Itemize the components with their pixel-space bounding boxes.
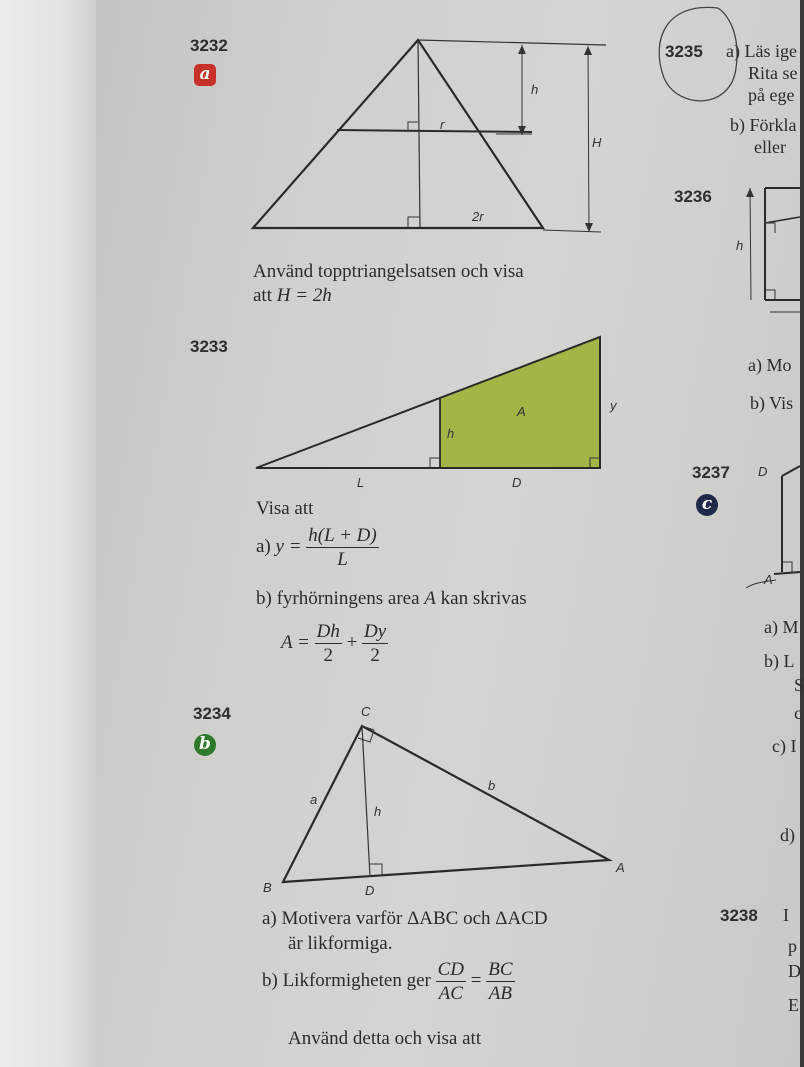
label-A-3233: A [517, 404, 526, 419]
ex3233-a-denominator: L [337, 549, 348, 570]
exercise-number-3238: 3238 [720, 906, 758, 925]
label-B-3234: B [263, 880, 272, 895]
ex3232-text-line2 [253, 284, 332, 307]
ex3234-b-text: b) Likformigheten ger [262, 969, 431, 991]
ex3235-a-line2: Rita se [748, 63, 798, 83]
ex3233-frac1 [315, 620, 342, 667]
exercise-number-3234: 3234 [193, 704, 231, 723]
ex3233-frac1-num: Dh [316, 621, 340, 642]
difficulty-badge-b: b [194, 734, 216, 756]
ex3233-a-label: a) [256, 535, 271, 557]
label-D-3233: D [512, 475, 522, 490]
ex3233-plus: + [346, 631, 358, 653]
ex3236-a: a) Mo [748, 355, 792, 375]
ex3233-intro: Visa att [256, 498, 314, 519]
ex3234-frac1 [436, 958, 466, 1005]
label-a-3234: a [310, 792, 318, 807]
ex3232-math: H = 2h [276, 285, 332, 306]
ex3233-frac2 [362, 620, 388, 667]
label-D-3234: D [365, 883, 375, 898]
ex3232-text-line1: Använd topptriangelsatsen och visa [253, 261, 524, 282]
label-h-3234: h [374, 804, 382, 819]
ex3233-frac2-num: Dy [364, 621, 387, 642]
exercise-number-3233: 3233 [190, 337, 228, 356]
ex3236-b: b) Vis [750, 393, 794, 413]
ex3233-part-b [256, 587, 527, 610]
label-h-3232: h [531, 82, 539, 97]
ex3237-b-cont1: S [794, 675, 804, 695]
exercise-number-3235: 3235 [665, 42, 703, 61]
exercise-number-3237: 3237 [692, 463, 730, 482]
exercise-number-3236: 3236 [674, 187, 712, 206]
difficulty-badge-a: a [194, 64, 216, 86]
ex3234-frac2-num: BC [488, 959, 513, 980]
label-r-3232: r [440, 117, 445, 132]
ex3233-a-fraction [306, 524, 378, 571]
label-A-3237: A [764, 572, 773, 587]
label-L-3233: L [357, 475, 365, 490]
ex3232-att: att [253, 285, 272, 306]
label-C-3234: C [361, 704, 371, 719]
ex3233-part-a [256, 524, 379, 571]
ex3233-a-numerator: h(L + D) [308, 525, 377, 546]
difficulty-badge-c: c [696, 494, 718, 516]
ex3237-d: d) [780, 825, 795, 845]
label-D-3237: D [758, 464, 768, 479]
textbook-page [96, 0, 804, 1067]
ex3235-b-line2: eller [754, 137, 786, 157]
label-h-3233: h [447, 426, 455, 441]
label-h-3236: h [736, 238, 744, 253]
ex3234-part-a-line2: är likformiga. [288, 933, 393, 954]
ex3238-D: D [788, 961, 801, 981]
label-A-3234: A [616, 860, 625, 875]
ex3237-b: b) L [764, 651, 795, 671]
left-page-edge [0, 0, 96, 1067]
ex3238-text: I [783, 905, 789, 925]
ex3233-area-formula [281, 620, 388, 667]
exercise-number-3232: 3232 [190, 36, 228, 55]
ex3233-frac2-den: 2 [370, 645, 380, 666]
ex3238-p: p [788, 936, 797, 956]
ex3234-eq: = [470, 969, 482, 991]
ex3234-frac1-den: AC [438, 983, 463, 1004]
ex3233-b-var: A [424, 588, 436, 609]
label-y-3233: y [610, 398, 617, 413]
ex3233-area-lhs: A = [281, 631, 310, 653]
ex3235-a-line1: a) Läs ige [726, 41, 797, 61]
ex3234-follow-up: Använd detta och visa att [288, 1028, 482, 1049]
ex3234-frac2-den: AB [488, 983, 512, 1004]
ex3233-frac1-den: 2 [323, 645, 333, 666]
diagram-3237 [746, 456, 800, 596]
ex3233-a-lhs: y = [275, 535, 302, 557]
ex3234-frac2 [486, 958, 514, 1005]
label-H-3232: H [592, 135, 602, 150]
ex3234-frac1-num: CD [437, 959, 464, 980]
ex3234-part-a-line1: a) Motivera varför ΔABC och ΔACD [262, 908, 548, 929]
ex3237-c: c) I [772, 736, 797, 756]
ex3235-a-line3: på ege [748, 85, 795, 105]
ex3237-a: a) M [764, 617, 799, 637]
diagram-3234-triangle [96, 690, 800, 900]
ex3238-E: E [788, 995, 799, 1015]
label-2r-3232: 2r [472, 209, 484, 224]
diagram-3236 [726, 180, 800, 320]
ex3237-b-cont2: c [794, 703, 802, 723]
ex3233-b-prefix: b) fyrhörningens area [256, 588, 420, 609]
label-b-3234: b [488, 778, 496, 793]
ex3233-b-suffix: kan skrivas [440, 588, 527, 609]
ex3234-part-b [262, 958, 515, 1005]
ex3235-b-line1: b) Förkla [730, 115, 797, 135]
